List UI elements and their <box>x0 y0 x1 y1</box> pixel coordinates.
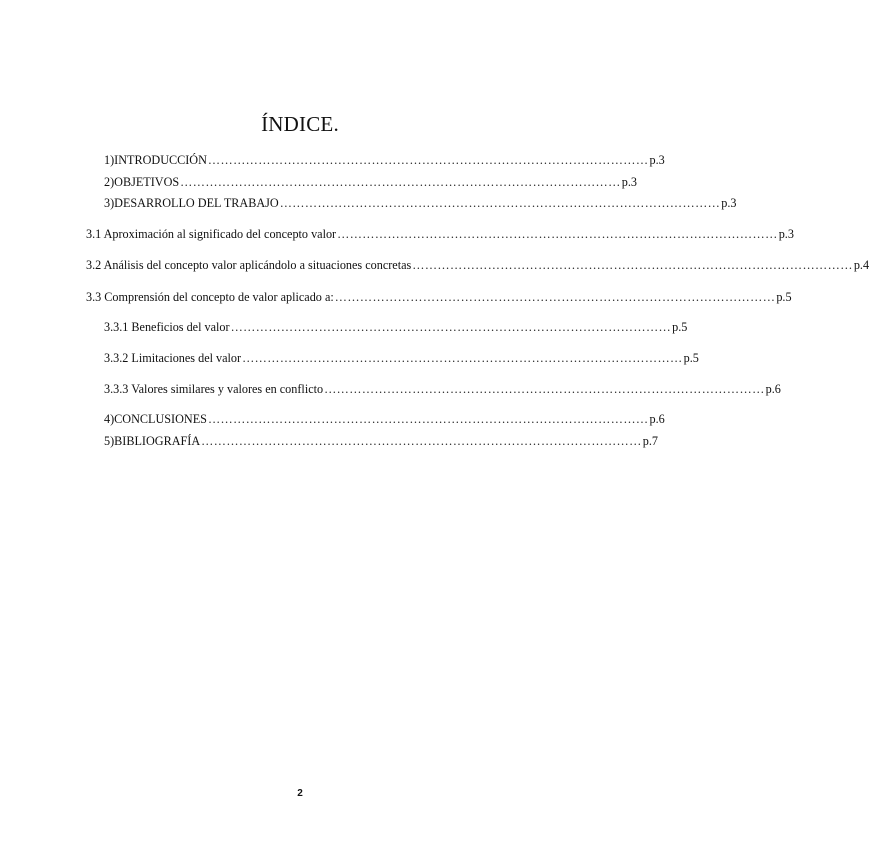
toc-entry-3-3 <box>86 289 792 305</box>
toc-entry-number: 2) <box>104 175 115 189</box>
toc-leader-dots: …………………………………………………………………………………………… <box>242 351 683 365</box>
toc-entry-bibliografia <box>104 433 658 449</box>
toc-entry-label: 3.1 Aproximación al significado del concepto valor <box>86 227 337 241</box>
toc-entry-page: p.5 <box>672 320 688 334</box>
toc-entry-label: 3.2 Análisis del concepto valor aplicándolo a situaciones concretas <box>86 258 412 272</box>
toc-entry-number: 3) <box>104 196 115 210</box>
toc-leader-dots: …………………………………………………………………………………………… <box>201 434 642 448</box>
toc-entry-introduccion <box>104 152 665 168</box>
toc-entry-page: p.3 <box>621 175 637 189</box>
toc-entry-3-3-1 <box>104 319 688 335</box>
toc-entry-label: 3.3.1 Beneficios del valor <box>104 320 230 334</box>
toc-entry-label: 3.3.2 Limitaciones del valor <box>104 351 242 365</box>
toc-entry-conclusiones <box>104 411 665 427</box>
toc-entry-page: p.3 <box>721 196 737 210</box>
toc-leader-dots: …………………………………………………………………………………………… <box>412 258 853 272</box>
toc-entry-desarrollo <box>104 195 737 211</box>
toc-entry-number: 4) <box>104 412 115 426</box>
toc-entry-3-3-2 <box>104 350 699 366</box>
toc-leader-dots: …………………………………………………………………………………………… <box>337 227 778 241</box>
toc-entry-label: OBJETIVOS <box>114 175 180 189</box>
toc-entry-3-2 <box>86 257 869 273</box>
toc-entry-objetivos <box>104 174 637 190</box>
toc-entry-page: p.3 <box>649 153 665 167</box>
toc-entry-page: p.5 <box>683 351 699 365</box>
toc-entry-page: p.4 <box>853 258 869 272</box>
toc-entry-page: p.3 <box>778 227 794 241</box>
toc-entry-page: p.7 <box>642 434 658 448</box>
toc-leader-dots: …………………………………………………………………………………………… <box>230 320 672 334</box>
toc-entry-label: CONCLUSIONES <box>114 412 207 426</box>
page-number: 2 <box>297 788 303 799</box>
toc-entry-page: p.5 <box>776 290 792 304</box>
toc-entry-number: 1) <box>104 153 115 167</box>
toc-entry-label: 3.3 Comprensión del concepto de valor aplicado a: <box>86 290 334 304</box>
toc-entry-label: 3.3.3 Valores similares y valores en conflicto <box>104 382 324 396</box>
toc-entry-number: 5) <box>104 434 115 448</box>
toc-entry-3-1 <box>86 226 794 242</box>
toc-leader-dots: …………………………………………………………………………………………… <box>207 153 649 167</box>
page-title: ÍNDICE. <box>261 112 339 136</box>
toc-entry-label: INTRODUCCIÓN <box>114 153 207 167</box>
toc-entry-label: DESARROLLO DEL TRABAJO <box>114 196 279 210</box>
toc-leader-dots: …………………………………………………………………………………………… <box>180 175 621 189</box>
toc-leader-dots: …………………………………………………………………………………………… <box>207 412 649 426</box>
toc-entry-3-3-3 <box>104 381 781 397</box>
toc-leader-dots: …………………………………………………………………………………………… <box>334 290 776 304</box>
toc-leader-dots: …………………………………………………………………………………………… <box>324 382 765 396</box>
toc-entry-label: BIBLIOGRAFÍA <box>114 434 201 448</box>
toc-entry-page: p.6 <box>649 412 665 426</box>
toc-entry-page: p.6 <box>765 382 781 396</box>
toc-leader-dots: …………………………………………………………………………………………… <box>279 196 721 210</box>
